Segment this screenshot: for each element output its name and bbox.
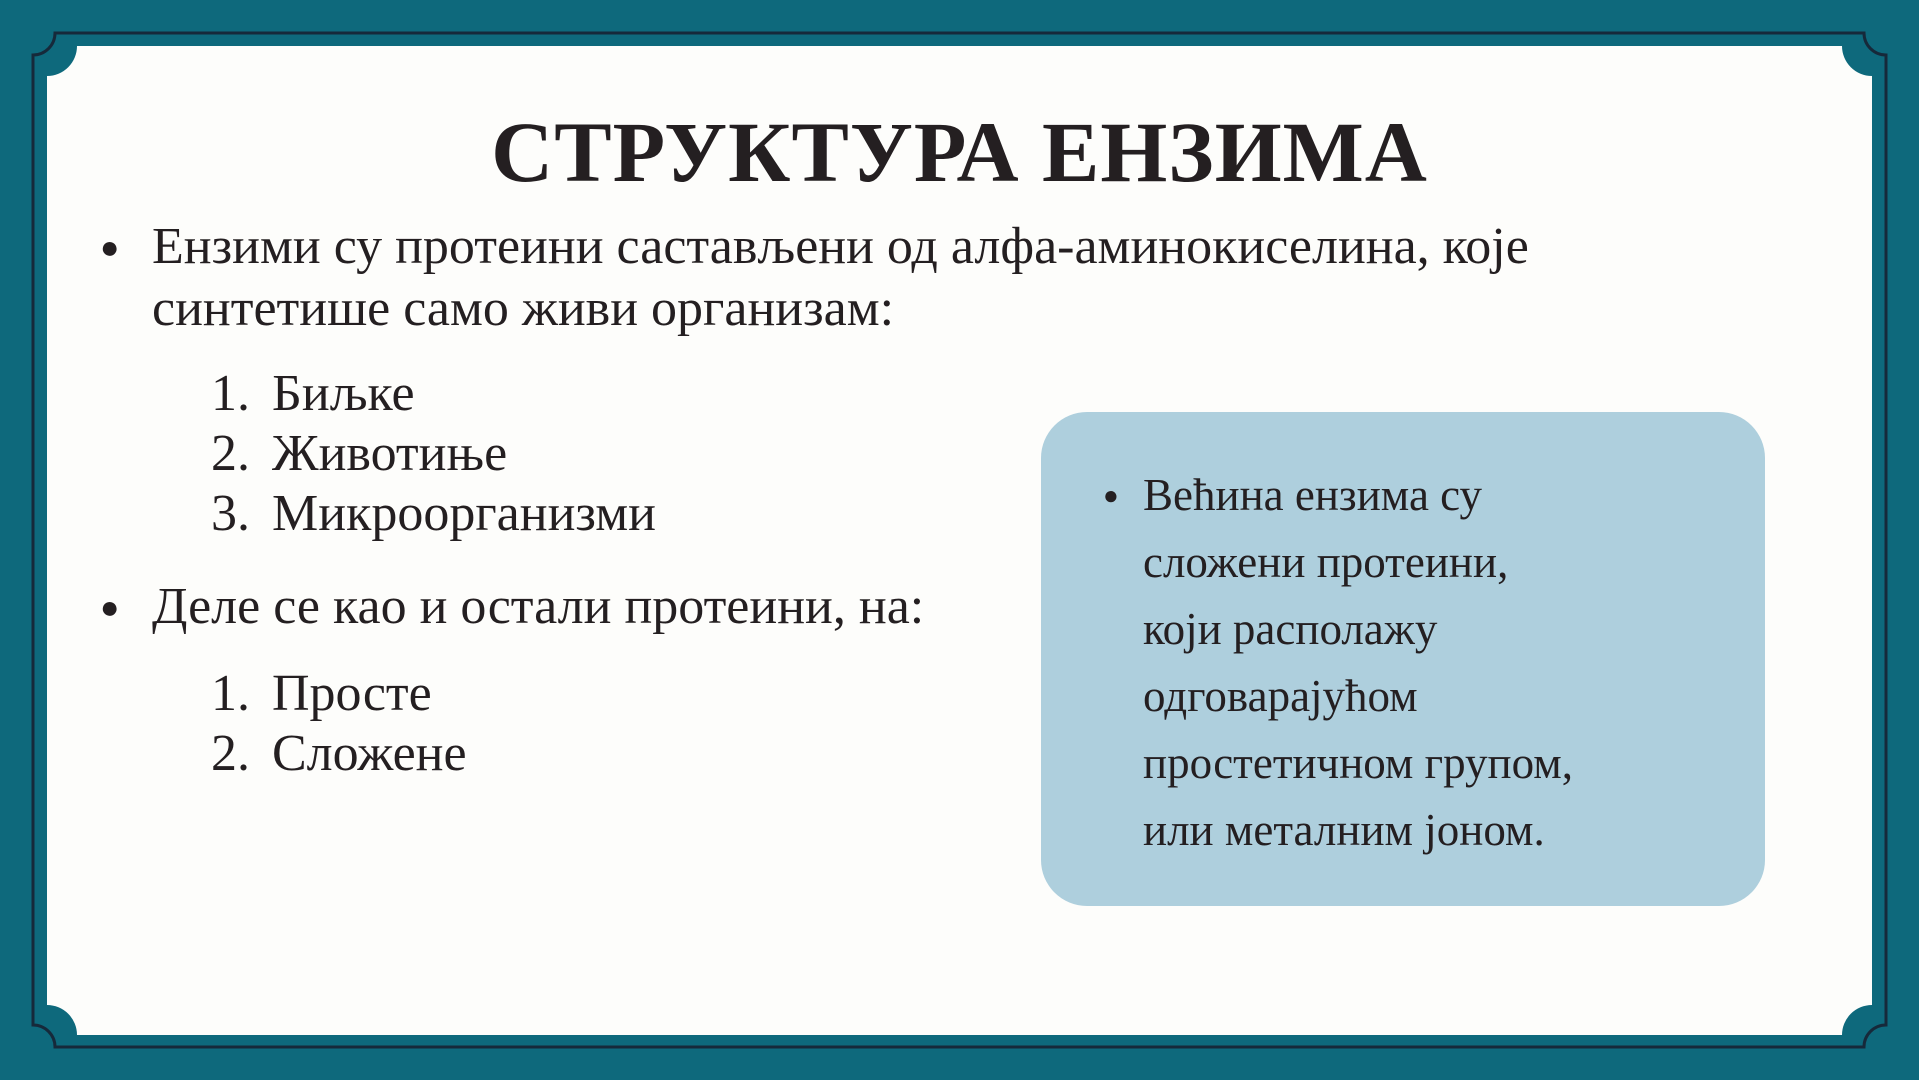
callout-line: који располажу: [1143, 604, 1438, 654]
list-item: [0, 724, 467, 784]
callout-line: сложени протеини,: [1143, 537, 1509, 587]
item-number: 3.: [211, 485, 250, 542]
callout-line: или металним јоном.: [1143, 805, 1545, 855]
item-label: Животиње: [272, 425, 508, 482]
division-bullet: [100, 576, 924, 638]
callout-text: [1143, 462, 1573, 864]
intro-bullet-text: [152, 216, 1529, 340]
list-item: [0, 664, 467, 724]
intro-line: синтетише само живи организам:: [152, 280, 895, 337]
protein-type-list: [0, 664, 467, 784]
callout-line: простетичном групом,: [1143, 738, 1573, 788]
item-label: Биљке: [272, 365, 415, 422]
item-label: Сложене: [272, 725, 467, 782]
item-label: Микроорганизми: [272, 485, 656, 542]
division-bullet-text: Деле се као и остали протеини, на:: [152, 578, 925, 635]
item-label: Просте: [272, 665, 432, 722]
organism-list: [0, 364, 656, 544]
bullet-dot-icon: ●: [1103, 481, 1119, 510]
intro-bullet: [100, 216, 1529, 340]
item-number: 1.: [211, 365, 250, 422]
list-item: [0, 484, 656, 544]
callout-line: Већина ензима су: [1143, 470, 1483, 520]
item-number: 2.: [211, 725, 250, 782]
bullet-dot-icon: ●: [100, 229, 120, 265]
item-number: 2.: [211, 425, 250, 482]
callout-box: [1041, 412, 1765, 906]
callout-bullet-row: [1103, 462, 1735, 864]
page-title: СТРУКТУРА ЕНЗИМА: [491, 104, 1428, 200]
item-number: 1.: [211, 665, 250, 722]
list-item: [0, 424, 656, 484]
callout-line: одговарајућом: [1143, 671, 1418, 721]
bullet-dot-icon: ●: [100, 589, 120, 625]
list-item: [0, 364, 656, 424]
intro-line: Ензими су протеини састављени од алфа-аминокиселина, које: [152, 218, 1529, 275]
